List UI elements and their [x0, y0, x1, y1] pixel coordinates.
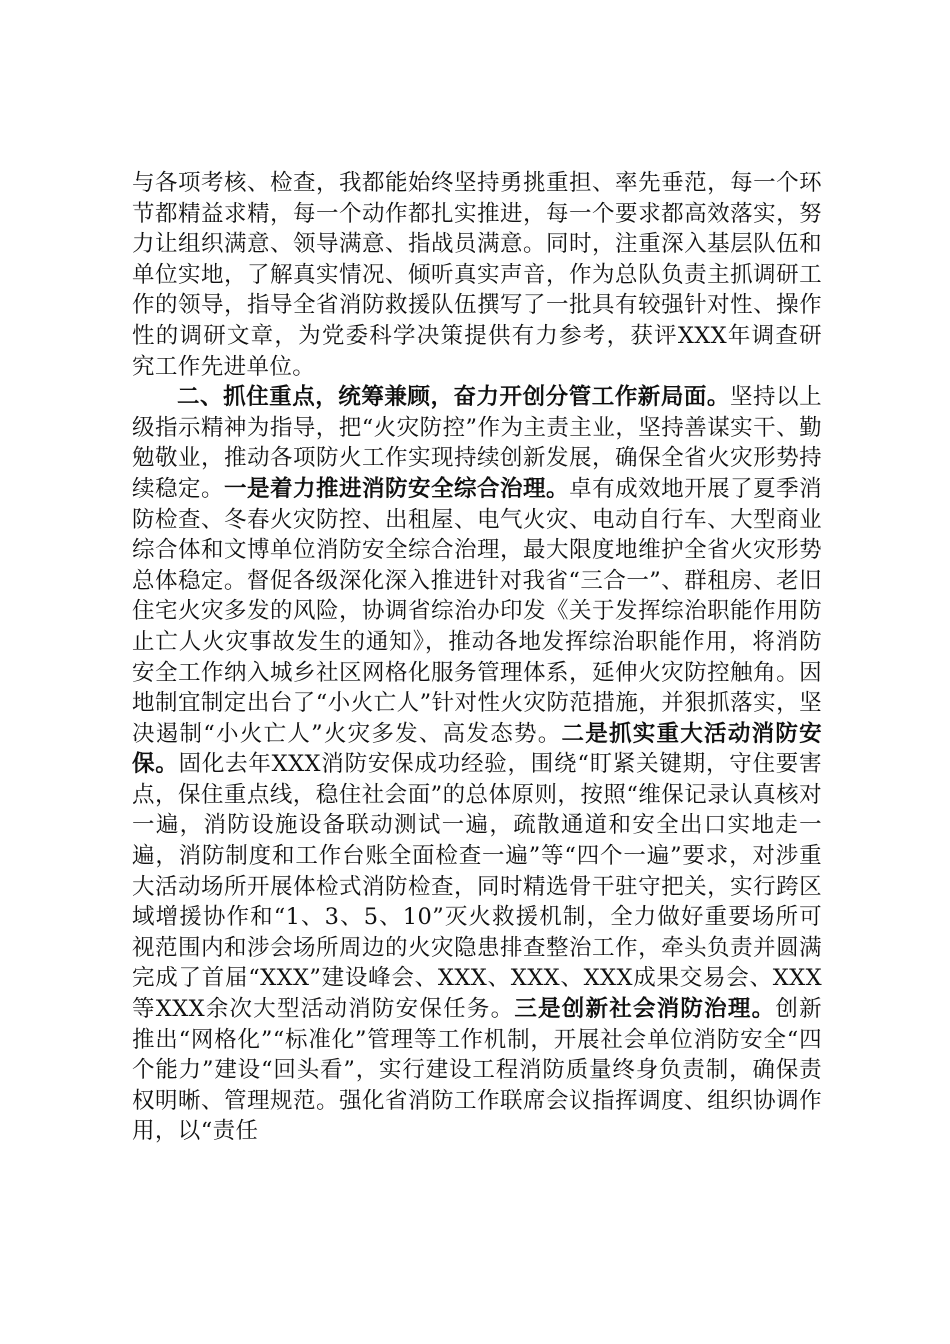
point-two-title: 二是抓实重大活动消防安保。	[132, 720, 823, 778]
point-three-text: 创新推出“网格化”“标准化”管理等工作机制，开展社会单位消防安全“四个能力”建设“回头看”，实行建设工程消防质量终身负责制，确保责权明晰、管理规范。强化省消防工作联席会议指挥调度、组织协调作用，以“责任	[132, 996, 822, 1145]
document-body	[132, 168, 822, 1147]
paragraph-continuation	[132, 168, 822, 382]
point-one-title: 一是着力推进消防安全综合治理。	[224, 475, 570, 502]
point-one-text: 卓有成效地开展了夏季消防检查、冬春火灾防控、出租屋、电气火灾、电动自行车、大型商业综合体和文博单位消防安全综合治理，最大限度地维护全省火灾形势总体稳定。督促各级深化深入推进针对我省“三合一”、群租房、老旧住宅火灾多发的风险，协调省综治办印发《关于发挥综治职能作用防止亡人火灾事故发生的通知》，推动各地发挥综治职能作用，将消防安全工作纳入城乡社区网格化服务管理体系，延伸火灾防控触角。因地制宜制定出台了“小火亡人”针对性火灾防范措施，并狠抓落实，坚决遏制“小火亡人”火灾多发、高发态势。	[132, 475, 822, 747]
point-two-text: 固化去年XXX消防安保成功经验，围绕“盯紧关键期，守住要害点，保住重点线，稳住社会面”的总体原则，按照“维保记录认真核对一遍，消防设施设备联动测试一遍，疏散通道和安全出口实地走一遍，消防制度和工作台账全面检查一遍”等“四个一遍”要求，对涉重大活动场所开展体检式消防检查，同时精选骨干驻守把关，实行跨区域增援协作和“1、3、5、10”灭火救援机制，全力做好重要场所可视范围内和涉会场所周边的火灾隐患排查整治工作，牵头负责并圆满完成了首届“XXX”建设峰会、XXX、XXX、XXX成果交易会、XXX等XXX余次大型活动消防安保任务。	[132, 751, 822, 1023]
section-heading: 二、抓住重点，统筹兼顾，奋力开创分管工作新局面。	[177, 384, 730, 411]
paragraph-continuation-text: 与各项考核、检查，我都能始终坚持勇挑重担、率先垂范，每一个环节都精益求精，每一个动作都扎实推进，每一个要求都高效落实，努力让组织满意、领导满意、指战员满意。同时，注重深入基层队伍和单位实地，了解真实情况、倾听真实声音，作为总队负责主抓调研工作的领导，指导全省消防救援队伍撰写了一批具有较强针对性、操作性的调研文章，为党委科学决策提供有力参考，获评XXX年调查研究工作先进单位。	[132, 170, 822, 380]
point-three-title: 三是创新社会消防治理。	[514, 996, 776, 1023]
section-intro: 坚持以上级指示精神为指导，把“火灾防控”作为主责主业，坚持善谋实干、勤勉敬业，推动各项防火工作实现持续创新发展，确保全省火灾形势持续稳定。	[132, 384, 822, 502]
paragraph-section-two	[132, 382, 822, 1147]
